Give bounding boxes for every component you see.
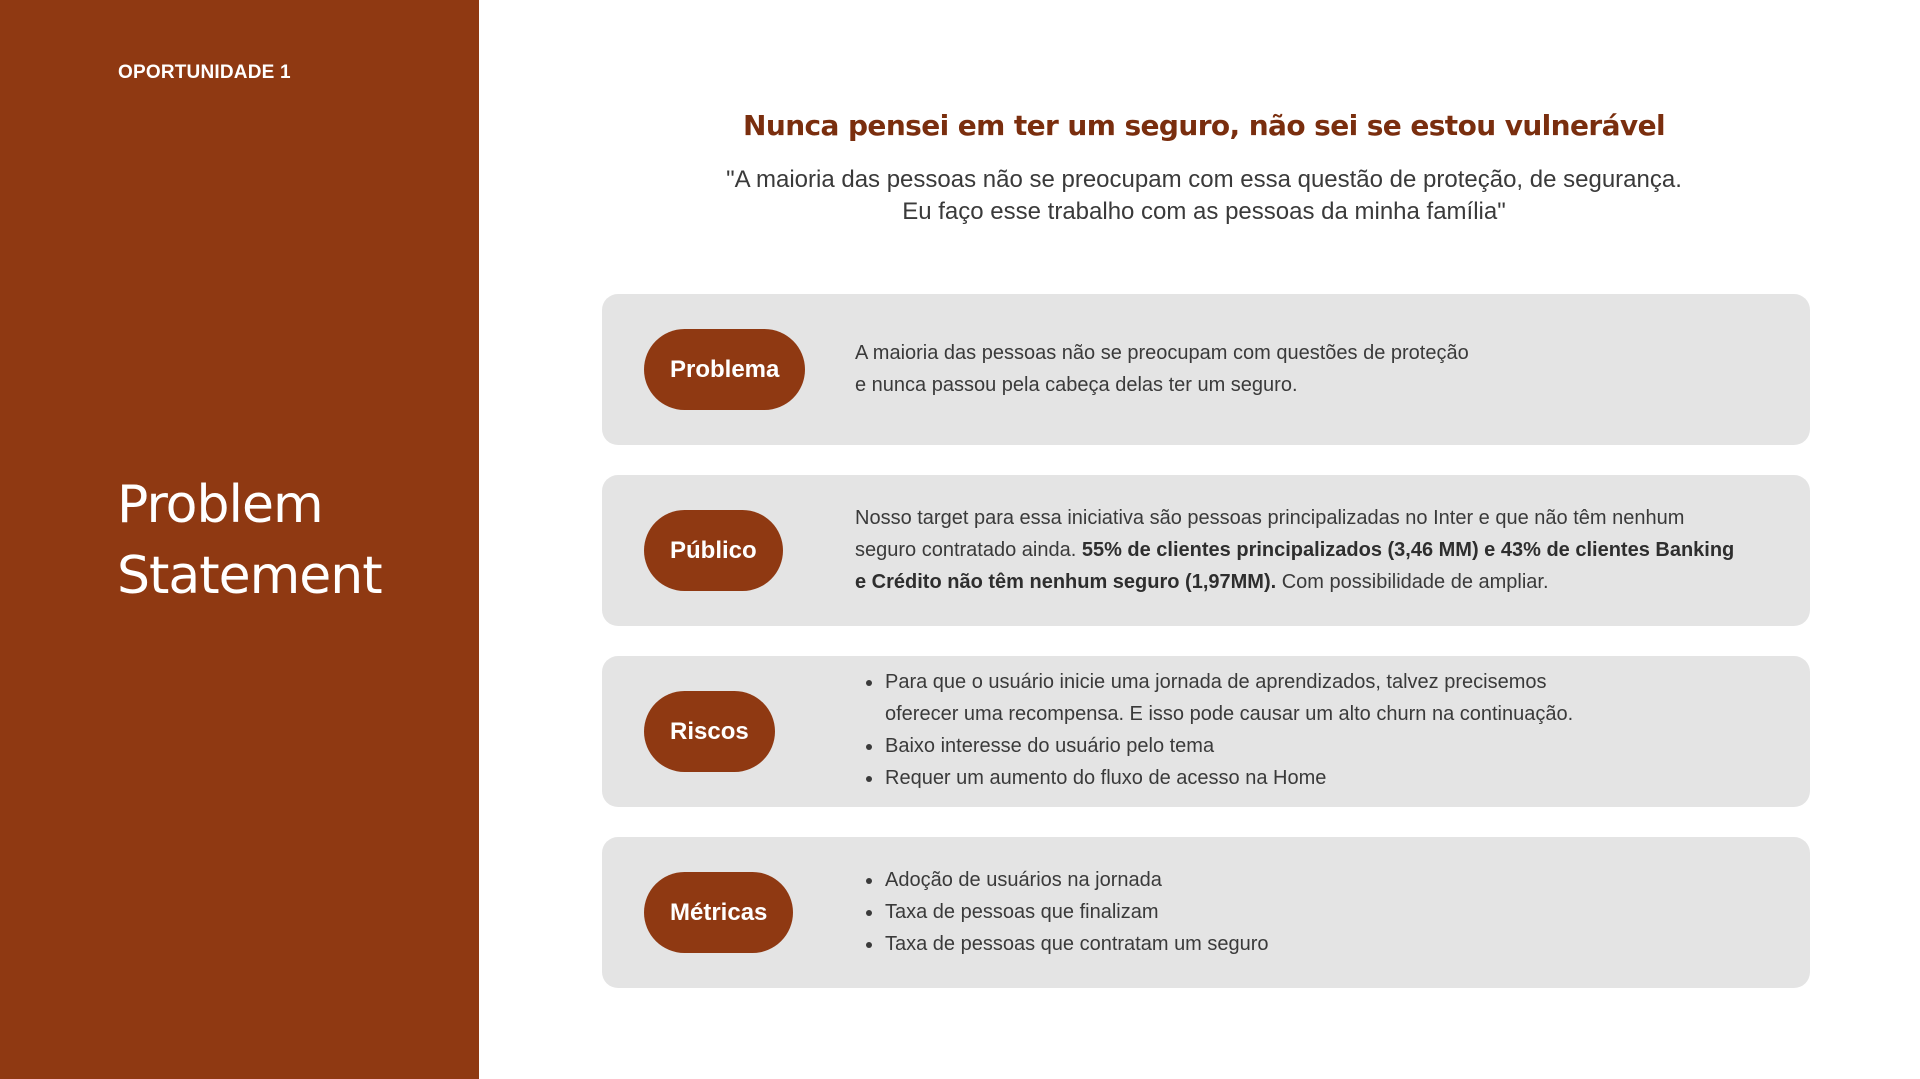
list-item: [855, 762, 1786, 794]
card-metricas-item-2: Taxa de pessoas que finalizam: [885, 901, 1159, 923]
card-riscos-item-3: Requer um aumento do fluxo de acesso na Home: [885, 767, 1327, 789]
card-publico: [602, 475, 1810, 626]
pill-riscos: Riscos: [644, 691, 775, 772]
card-riscos-item-1-line-2: oferecer uma recompensa. E isso pode causar um alto churn na continuação.: [885, 703, 1574, 725]
card-metricas-item-3: Taxa de pessoas que contratam um seguro: [885, 933, 1269, 955]
card-publico-line-2: [855, 534, 1786, 566]
card-riscos: [602, 656, 1810, 807]
card-problema-line-2: e nunca passou pela cabeça delas ter um seguro.: [855, 374, 1298, 396]
pill-problema: Problema: [644, 329, 805, 410]
user-quote-line-1: "A maioria das pessoas não se preocupam com essa questão de proteção, de segurança.: [726, 166, 1682, 193]
list-item: [855, 864, 1786, 896]
list-item: [855, 896, 1786, 928]
card-publico-line-1: Nosso target para essa iniciativa são pessoas principalizadas no Inter e que não têm nenhum: [855, 507, 1685, 529]
list-item: [855, 928, 1786, 960]
card-problema: [602, 294, 1810, 445]
card-publico-line-2-start: seguro contratado ainda.: [855, 539, 1082, 561]
page-title: [117, 470, 382, 612]
main-content: [479, 0, 1920, 1079]
card-problema-line-1: A maioria das pessoas não se preocupam com questões de proteção: [855, 342, 1469, 364]
card-publico-line-3: [855, 566, 1786, 598]
card-metricas-list: [855, 864, 1786, 960]
card-metricas-text: [855, 864, 1786, 960]
page-title-line-1: Problem: [117, 475, 323, 535]
card-metricas-item-1: Adoção de usuários na jornada: [885, 869, 1162, 891]
card-publico-text: [855, 502, 1786, 598]
card-riscos-item-1-line-1: Para que o usuário inicie uma jornada de aprendizados, talvez precisemos: [885, 671, 1547, 693]
section-heading: Nunca pensei em ter um seguro, não sei se estou vulnerável: [743, 109, 1665, 142]
user-quote-line-2: Eu faço esse trabalho com as pessoas da minha família": [902, 198, 1506, 225]
card-publico-line-3-bold: e Crédito não têm nenhum seguro (1,97MM).: [855, 571, 1277, 593]
card-riscos-item-2: Baixo interesse do usuário pelo tema: [885, 735, 1215, 757]
pill-metricas: Métricas: [644, 872, 793, 953]
user-quote: [479, 164, 1920, 228]
sidebar-panel: [0, 0, 479, 1079]
eyebrow-label: OPORTUNIDADE 1: [118, 62, 291, 83]
page-title-line-2: Statement: [117, 546, 382, 606]
list-item: [855, 666, 1786, 730]
card-riscos-text: [855, 666, 1786, 794]
card-problema-text: [855, 337, 1786, 401]
card-publico-line-2-bold: 55% de clientes principalizados (3,46 MM) e 43% de clientes Banking: [1081, 539, 1735, 561]
list-item: [855, 730, 1786, 762]
card-riscos-list: [855, 666, 1786, 794]
card-metricas: [602, 837, 1810, 988]
card-publico-line-3-end: Com possibilidade de ampliar.: [1276, 571, 1549, 593]
pill-publico: Público: [644, 510, 783, 591]
